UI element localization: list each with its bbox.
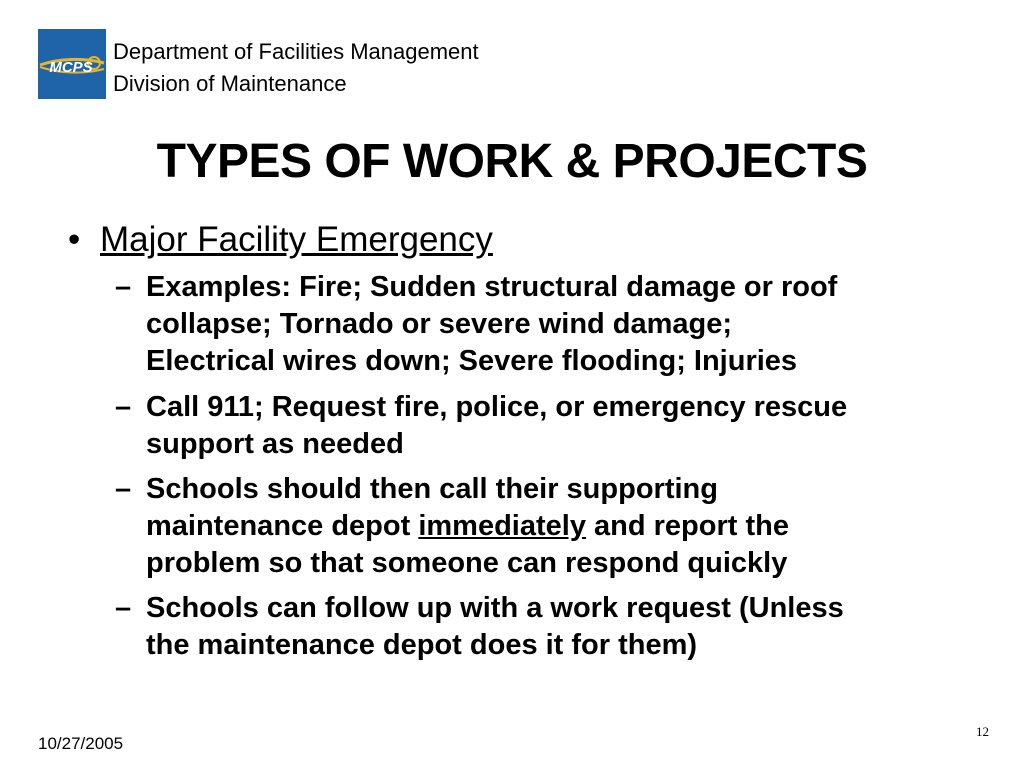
sub-item-line: Call 911; Request fire, police, or emergency rescue xyxy=(146,391,848,423)
line-text: maintenance depot xyxy=(146,510,419,542)
sub-item-line: the maintenance depot does it for them) xyxy=(146,629,698,661)
mcps-logo xyxy=(38,29,106,99)
sub-item-line-emphasis xyxy=(146,508,995,545)
sub-item-line: collapse; Tornado or severe wind damage; xyxy=(146,308,733,340)
dash-marker: – xyxy=(115,473,132,505)
emphasis-immediately: immediately xyxy=(418,510,586,542)
slide-title: TYPES OF WORK & PROJECTS xyxy=(156,135,868,188)
main-bullet xyxy=(68,219,493,261)
svg-text:MCPS: MCPS xyxy=(49,59,93,76)
dept-line-1: Department of Facilities Management xyxy=(113,39,479,64)
sub-item-line: support as needed xyxy=(146,428,404,460)
sub-item-work-request xyxy=(115,590,995,664)
department-header xyxy=(113,36,479,100)
sub-item-line: Electrical wires down; Severe flooding; Injuries xyxy=(146,345,798,377)
page-number: 12 xyxy=(976,724,989,739)
bullet-marker: • xyxy=(68,220,81,259)
main-bullet-label: Major Facility Emergency xyxy=(100,220,493,259)
sub-item-line: Schools can follow up with a work request (Unless xyxy=(146,592,844,624)
line-text: and report the xyxy=(585,510,789,542)
sub-item-call-depot xyxy=(115,471,995,582)
sub-item-line: Schools should then call their supporting xyxy=(146,473,718,505)
dept-line-2: Division of Maintenance xyxy=(113,71,347,96)
sub-item-call-911 xyxy=(115,389,995,463)
sub-item-line: problem so that someone can respond quickly xyxy=(146,547,788,579)
dash-marker: – xyxy=(115,391,132,423)
sub-item-examples xyxy=(115,269,995,380)
sub-item-line: Examples: Fire; Sudden structural damage or roof xyxy=(146,271,838,303)
dash-marker: – xyxy=(115,271,132,303)
dash-marker: – xyxy=(115,592,132,624)
footer-date: 10/27/2005 xyxy=(38,734,124,753)
